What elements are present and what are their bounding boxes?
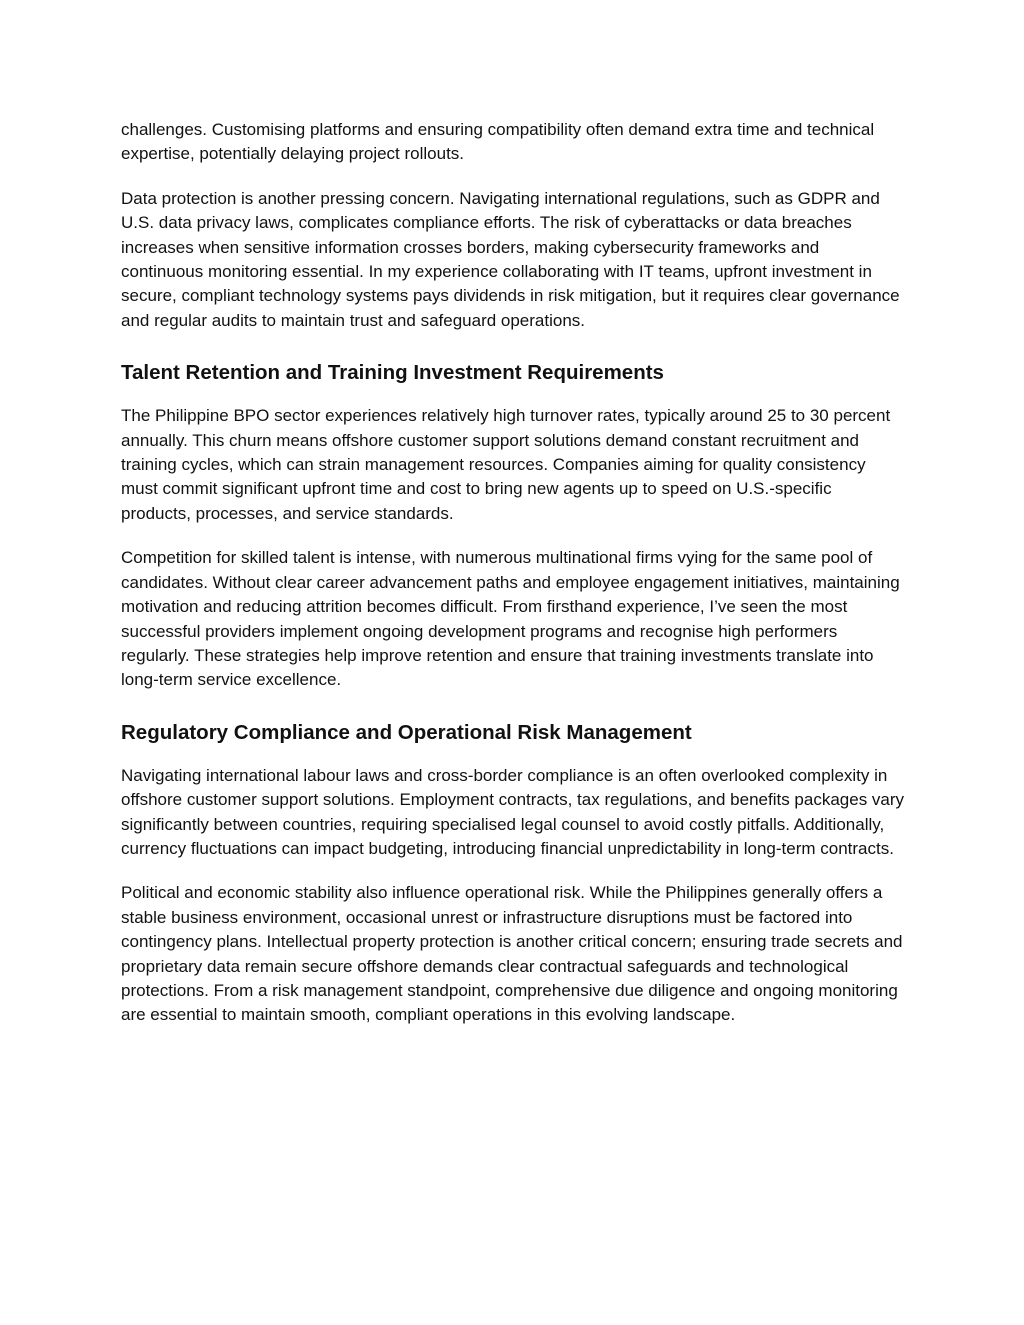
paragraph-integration-challenges: challenges. Customising platforms and ensuring compatibility often demand extra time and technical expertise, potentially delaying project rollouts.: [121, 120, 875, 164]
paragraph-political-stability: Political and economic stability also influence operational risk. While the Philippines generally offers a stable business environment, occasional unrest or infrastructure disruptions must be factored into contingency plans. Intellectual property protection is another critical concern; ensuring trade secrets and proprietary data remain secure offshore demands clear contractual safeguards and technological protections. From a risk management standpoint, comprehensive due diligence and ongoing monitoring are essential to maintain smooth, compliant operations in this evolving landscape.: [121, 883, 903, 1025]
paragraph-talent-competition: Competition for skilled talent is intense, with numerous multinational firms vying for the same pool of candidates. Without clear career advancement paths and employee engagement initiatives, maintaining motivation and reducing attrition becomes difficult. From firsthand experience, I’ve seen the most successful providers implement ongoing development programs and recognise high performers regularly. These strategies help improve retention and ensure that training investments translate into long-term service excellence.: [121, 548, 900, 690]
document-page: [121, 118, 906, 1048]
heading-talent-retention: Talent Retention and Training Investment Requirements: [121, 361, 664, 385]
paragraph-labour-laws: Navigating international labour laws and cross-border compliance is an often overlooked complexity in offshore customer support solutions. Employment contracts, tax regulations, and benefits packages vary significantly between countries, requiring specialised legal counsel to avoid costly pitfalls. Additionally, currency fluctuations can impact budgeting, introducing financial unpredictability in long-term contracts.: [121, 765, 905, 858]
heading-regulatory-compliance: Regulatory Compliance and Operational Risk Management: [121, 720, 692, 744]
paragraph-turnover-rates: The Philippine BPO sector experiences relatively high turnover rates, typically around 25 to 30 percent annually. This churn means offshore customer support solutions demand constant recruitment and training cycles, which can strain management resources. Companies aiming for quality consistency must commit significant upfront time and cost to bring new agents up to speed on U.S.-specific products, processes, and service standards.: [121, 406, 891, 523]
paragraph-data-protection: Data protection is another pressing concern. Navigating international regulations, such as GDPR and U.S. data privacy laws, complicates compliance efforts. The risk of cyberattacks or data breaches increases when sensitive information crosses borders, making cybersecurity frameworks and continuous monitoring essential. In my experience collaborating with IT teams, upfront investment in secure, compliant technology systems pays dividends in risk mitigation, but it requires clear governance and regular audits to maintain trust and safeguard operations.: [121, 188, 900, 330]
